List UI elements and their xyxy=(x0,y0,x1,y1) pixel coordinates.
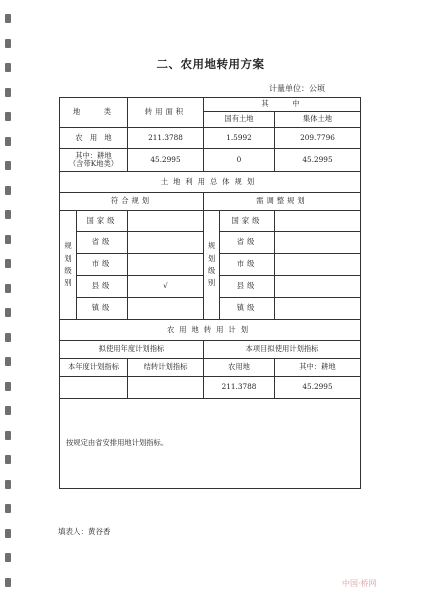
binding-hole xyxy=(5,137,11,146)
adjust-level-province: 省级 xyxy=(220,232,275,254)
binding-hole xyxy=(5,406,11,415)
comply-mark-town xyxy=(128,298,204,320)
header-state-land: 国有土地 xyxy=(204,112,275,128)
carryover-indicator-header: 结转计划指标 xyxy=(128,359,204,377)
adjust-mark-town xyxy=(275,298,361,320)
cultivated-value: 45.2995 xyxy=(275,377,361,399)
planned-indicator-header: 拟使用年度计划指标 xyxy=(60,341,204,359)
header-collective-land: 集体土地 xyxy=(275,112,361,128)
comply-mark-city xyxy=(128,254,204,276)
adjust-mark-national xyxy=(275,211,361,232)
annual-value xyxy=(60,377,128,399)
plan-comply-header: 符合规划 xyxy=(60,193,204,211)
cell-label: 农 用 地 xyxy=(60,128,128,149)
comply-mark-province xyxy=(128,232,204,254)
binding-holes xyxy=(3,0,13,600)
page-title: 二、农用地转用方案 xyxy=(156,57,265,71)
cell-area: 45.2995 xyxy=(128,149,204,172)
agricultural-header: 农用地 xyxy=(204,359,275,377)
adjust-mark-county xyxy=(275,276,361,298)
binding-hole xyxy=(5,235,11,244)
adjust-level-county: 县级 xyxy=(220,276,275,298)
row-cultivated xyxy=(60,149,361,172)
conversion-plan-title: 农用地转用计划 xyxy=(60,320,361,341)
header-land-type: 地 类 xyxy=(60,98,128,128)
binding-hole xyxy=(5,161,11,170)
binding-hole xyxy=(5,578,11,587)
agricultural-value: 211.3788 xyxy=(204,377,275,399)
annual-indicator-header: 本年度计划指标 xyxy=(60,359,128,377)
plan-adjust-header: 需调整规划 xyxy=(204,193,361,211)
note-cell: 按规定由省安排用地计划指标。 xyxy=(60,399,361,489)
binding-hole xyxy=(5,431,11,440)
adjust-level-city: 市级 xyxy=(220,254,275,276)
cell-collective: 45.2995 xyxy=(275,149,361,172)
plan-section-title: 土地利用总体规划 xyxy=(60,172,361,193)
row-agricultural xyxy=(60,128,361,149)
binding-hole xyxy=(5,284,11,293)
comply-level-national: 国家级 xyxy=(77,211,128,232)
unit-label: 计量单位：公顷 xyxy=(269,84,325,93)
binding-hole xyxy=(5,504,11,513)
comply-level-town: 镇级 xyxy=(77,298,128,320)
adjust-level-national: 国家级 xyxy=(220,211,275,232)
project-indicator-header: 本项目拟使用计划指标 xyxy=(204,341,361,359)
comply-level-city: 市级 xyxy=(77,254,128,276)
comply-level-province: 省级 xyxy=(77,232,128,254)
conversion-form-table xyxy=(59,97,361,489)
comply-level-county: 县级 xyxy=(77,276,128,298)
binding-hole xyxy=(5,455,11,464)
binding-hole xyxy=(5,308,11,317)
cell-collective: 209.7796 xyxy=(275,128,361,149)
binding-hole xyxy=(5,14,11,23)
binding-hole xyxy=(5,529,11,538)
comply-mark-county: √ xyxy=(128,276,204,298)
header-area: 转用面积 xyxy=(128,98,204,128)
adjust-mark-province xyxy=(275,232,361,254)
filler-label: 填表人：黄谷香 xyxy=(58,527,111,536)
comply-level-header: 规 划 级 别 xyxy=(60,211,77,320)
adjust-level-header: 规 划 级 别 xyxy=(204,211,220,320)
watermark: 中国·桥网 xyxy=(342,579,377,588)
binding-hole xyxy=(5,112,11,121)
binding-hole xyxy=(5,382,11,391)
binding-hole xyxy=(5,186,11,195)
adjust-level-town: 镇级 xyxy=(220,298,275,320)
cultivated-header: 其中：耕地 xyxy=(275,359,361,377)
binding-hole xyxy=(5,333,11,342)
binding-hole xyxy=(5,480,11,489)
header-of-which: 其 中 xyxy=(204,98,361,112)
cell-state: 1.5992 xyxy=(204,128,275,149)
cell-label: 其中：耕地 （含带K地类） xyxy=(60,149,128,172)
binding-hole xyxy=(5,210,11,219)
cell-area: 211.3788 xyxy=(128,128,204,149)
binding-hole xyxy=(5,553,11,562)
binding-hole xyxy=(5,357,11,366)
adjust-mark-city xyxy=(275,254,361,276)
binding-hole xyxy=(5,39,11,48)
binding-hole xyxy=(5,88,11,97)
binding-hole xyxy=(5,259,11,268)
carryover-value xyxy=(128,377,204,399)
comply-mark-national xyxy=(128,211,204,232)
cell-state: 0 xyxy=(204,149,275,172)
